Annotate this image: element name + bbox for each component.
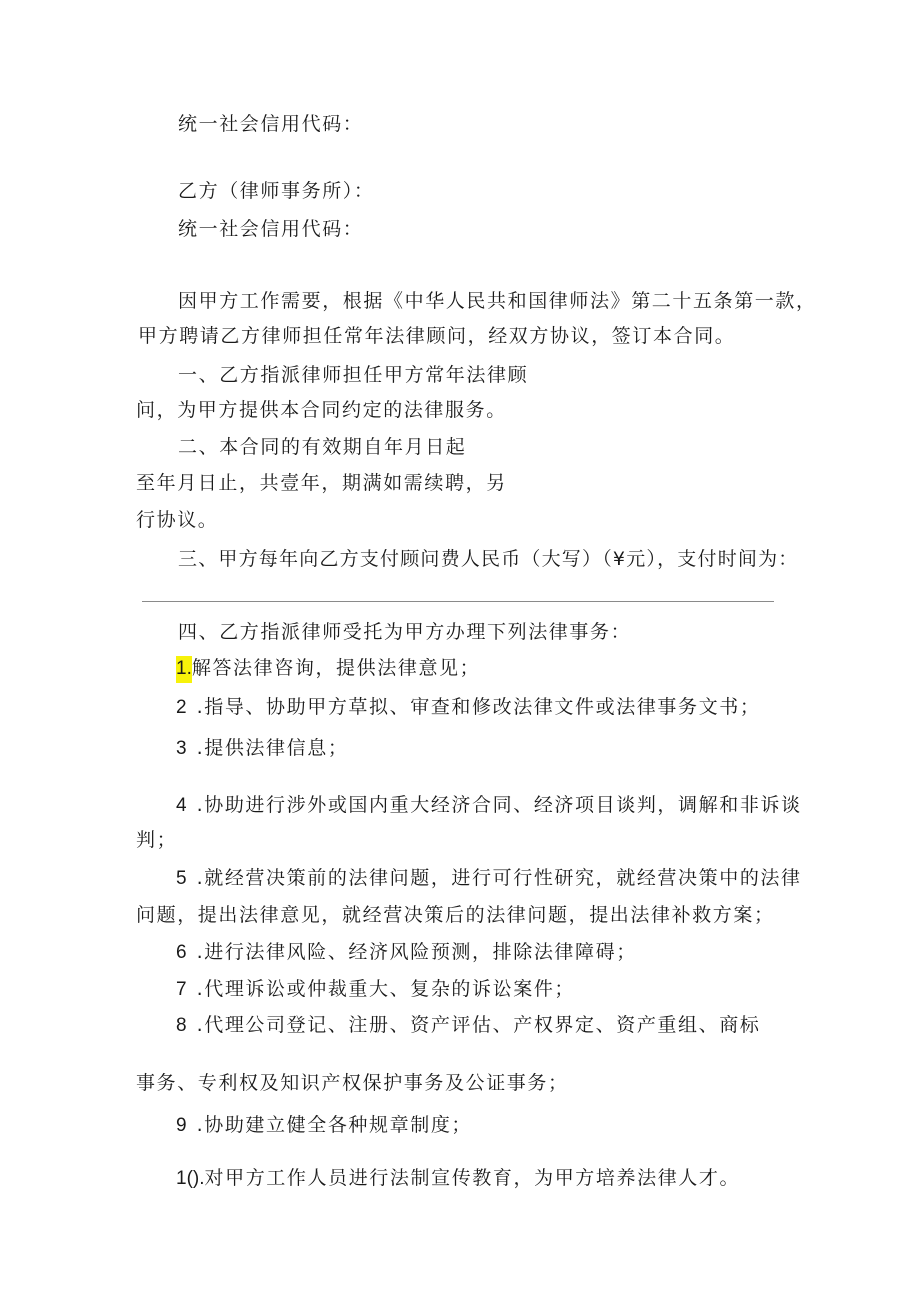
item-3-text: .提供法律信息； xyxy=(196,737,349,759)
item-9-text: .协助建立健全各种规章制度； xyxy=(196,1114,473,1136)
item-6-number: 6 xyxy=(176,942,187,963)
item-4-line-2: 判； xyxy=(136,829,178,851)
clause-2-line-2: 至年月日止，共壹年，期满如需续聘，另 xyxy=(136,472,507,494)
item-7-number: 7 xyxy=(176,979,187,1000)
item-4-text: .协助进行涉外或国内重大经济合同、经济项目谈判，调解和非诉谈 xyxy=(196,794,802,816)
item-6 xyxy=(176,940,637,965)
item-8-number: 8 xyxy=(176,1015,187,1036)
credit-code-label-party-b: 统一社会信用代码： xyxy=(178,218,364,240)
item-7 xyxy=(176,977,575,1002)
item-5-text: .就经营决策前的法律问题，进行可行性研究，就经营决策中的法律 xyxy=(196,867,802,889)
payment-time-blank-line xyxy=(142,601,774,602)
clause-2-line-3: 行协议。 xyxy=(136,509,219,531)
item-9-number: 9 xyxy=(176,1115,187,1136)
item-8-line-2: 事务、专利权及知识产权保护事务及公证事务； xyxy=(136,1072,569,1094)
item-2-text: .指导、协助甲方草拟、审查和修改法律文件或法律事务文书； xyxy=(196,696,761,718)
clause-1-line-1: 一、乙方指派律师担任甲方常年法律顾 xyxy=(178,364,529,386)
clause-1-line-2: 问，为甲方提供本合同约定的法律服务。 xyxy=(136,399,507,421)
item-4-number: 4 xyxy=(176,795,187,816)
preamble-line-2: 甲方聘请乙方律师担任常年法律顾问，经双方协议，签订本合同。 xyxy=(138,325,736,347)
clause-4-heading: 四、乙方指派律师受托为甲方办理下列法律事务： xyxy=(178,621,632,643)
clause-2-line-1: 二、本合同的有效期自年月日起 xyxy=(178,436,467,458)
credit-code-label-party-a: 统一社会信用代码： xyxy=(178,113,364,135)
item-2-number: 2 xyxy=(176,697,187,718)
item-1-number-highlight: 1. xyxy=(176,656,192,683)
item-3 xyxy=(176,736,348,761)
clause-3-line: 三、甲方每年向乙方支付顾问费人民币（大写）（¥元），支付时间为： xyxy=(178,548,799,570)
item-9 xyxy=(176,1113,472,1138)
item-10 xyxy=(176,1166,740,1191)
item-6-text: .进行法律风险、经济风险预测，排除法律障碍； xyxy=(196,941,637,963)
item-1-text: 解答法律咨询，提供法律意见； xyxy=(191,657,481,679)
item-7-text: .代理诉讼或仲裁重大、复杂的诉讼案件； xyxy=(196,978,576,1000)
item-5-line-1 xyxy=(176,866,802,891)
item-10-number: 1(). xyxy=(176,1168,205,1189)
item-3-number: 3 xyxy=(176,738,187,759)
item-1 xyxy=(176,656,480,681)
party-b-label: 乙方（律师事务所）： xyxy=(178,180,375,202)
item-8-line-1 xyxy=(176,1013,760,1038)
item-8-text: .代理公司登记、注册、资产评估、产权界定、资产重组、商标 xyxy=(196,1014,761,1036)
item-10-text: 对甲方工作人员进行法制宣传教育，为甲方培养法律人才。 xyxy=(204,1167,741,1189)
item-5-number: 5 xyxy=(176,868,187,889)
item-5-line-2: 问题，提出法律意见，就经营决策后的法律问题，提出法律补救方案； xyxy=(136,904,775,926)
preamble-line-1: 因甲方工作需要，根据《中华人民共和国律师法》第二十五条第一款， xyxy=(178,290,817,312)
item-4-line-1 xyxy=(176,793,802,818)
item-2 xyxy=(176,695,760,720)
